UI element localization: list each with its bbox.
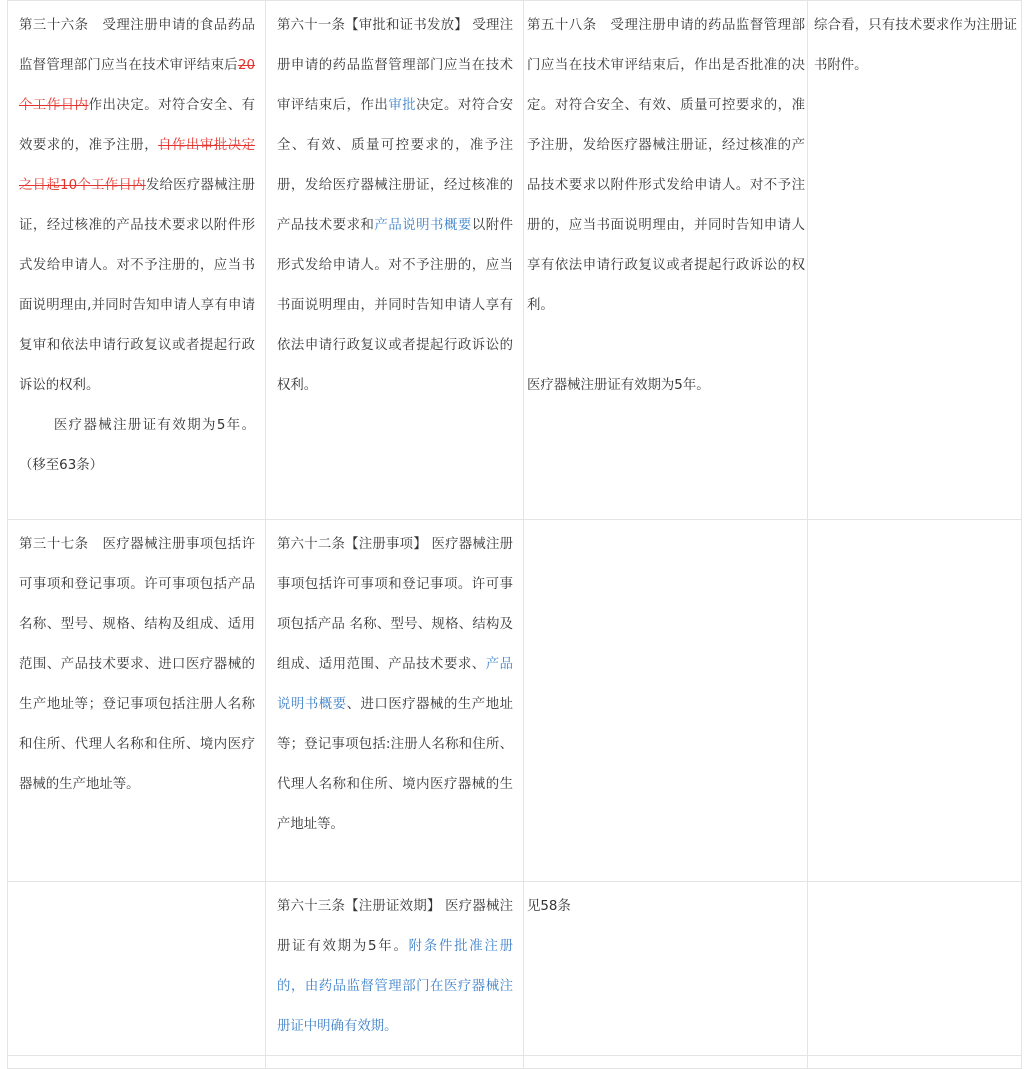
cell-empty	[8, 1056, 266, 1069]
article-text: 第三十七条 医疗器械注册事项包括许可事项和登记事项。许可事项包括产品名称、型号、规格、结构及组成、适用范围、产品技术要求、进口医疗器械的生产地址等；登记事项包括注册人名称和住所、代理人名称和住所、境内医疗器械的生产地址等。	[19, 537, 255, 792]
cell-draft-article-63	[266, 882, 524, 1056]
cell-empty	[808, 520, 1022, 882]
cell-empty	[8, 882, 266, 1056]
cell-empty	[524, 520, 808, 882]
added-text: 审批	[388, 98, 417, 113]
cell-empty	[808, 882, 1022, 1056]
cell-empty	[524, 1056, 808, 1069]
cell-old-article-37	[8, 520, 266, 882]
article-text	[277, 525, 513, 845]
cell-new-article-58	[524, 1, 808, 520]
article-text	[19, 6, 255, 406]
cell-old-article-36	[8, 1, 266, 520]
cell-comment	[808, 1, 1022, 520]
text-segment: 第六十二条【注册事项】 医疗器械注册事项包括许可事项和登记事项。许可事项包括产品 名称、型号、规格、结构及组成、适用范围、产品技术要求、	[277, 537, 513, 672]
article-text	[277, 887, 513, 1047]
spacer	[527, 326, 805, 366]
text-segment: 、进口医疗器械的生产地址等；登记事项包括:注册人名称和住所、代理人名称和住所、境内医疗器械的生产地址等。	[277, 697, 514, 832]
article-paragraph-2: 医疗器械注册证有效期为5年。	[527, 378, 710, 393]
cell-reference	[524, 882, 808, 1056]
cell-draft-article-61	[266, 1, 524, 520]
article-text	[277, 6, 513, 406]
added-text: 附条件批准注册的，由药品监督管理部门在医疗器械注册证中明确有效期。	[277, 939, 514, 1034]
table-row	[8, 520, 1022, 882]
text-segment: 决定。对符合安全、有效、质量可控要求的，准予注册，发给医疗器械注册证，经过核准的产品技术要求和	[277, 98, 514, 233]
article-text: 第五十八条 受理注册申请的药品监督管理部门应当在技术审评结束后，作出是否批准的决定。对符合安全、有效、质量可控要求的，准予注册，发给医疗器械注册证，经过核准的产品技术要求以附件形式发给申请人。对不予注册的，应当书面说明理由，并同时告知申请人享有依法申请行政复议或者提起行政诉讼的权利。	[527, 18, 805, 313]
text-segment: 作出决定。对符合安全、有效要求的，准予注册，	[19, 98, 256, 153]
deleted-text: 20个工作日内	[19, 58, 255, 113]
deleted-text: 自作出审批决定之日起10个工作日内	[19, 138, 256, 193]
cell-empty	[808, 1056, 1022, 1069]
text-segment: 第三十六条 受理注册申请的食品药品监督管理部门应当在技术审评结束后	[19, 18, 255, 73]
cell-draft-article-62	[266, 520, 524, 882]
text-segment: 以附件形式发给申请人。对不予注册的，应当书面说明理由，并同时告知申请人享有依法申请行政复议或者提起行政诉讼的权利。	[277, 218, 514, 393]
cell-empty	[266, 1056, 524, 1069]
text-segment: 第六十一条【审批和证书发放】 受理注册申请的药品监督管理部门应当在技术审评结束后，作出	[277, 18, 513, 113]
added-text: 产品说明书概要	[277, 657, 514, 712]
comparison-table	[7, 0, 1022, 1069]
added-text: 产品说明书概要	[374, 218, 472, 233]
comment-text: 综合看，只有技术要求作为注册证书附件。	[814, 18, 1017, 73]
text-segment: 第六十三条【注册证效期】 医疗器械注册证有效期为5年。	[277, 899, 513, 954]
reference-text: 见58条	[527, 899, 571, 914]
text-segment: 发给医疗器械注册证，经过核准的产品技术要求以附件形式发给申请人。对不予注册的，应当书面说明理由,并同时告知申请人享有申请复审和依法申请行政复议或者提起行政诉讼的权利。	[19, 178, 255, 393]
table-row	[8, 1056, 1022, 1069]
table-row	[8, 882, 1022, 1056]
table-row	[8, 1, 1022, 520]
article-paragraph-2: 医疗器械注册证有效期为5年。（移至63条）	[19, 418, 255, 473]
